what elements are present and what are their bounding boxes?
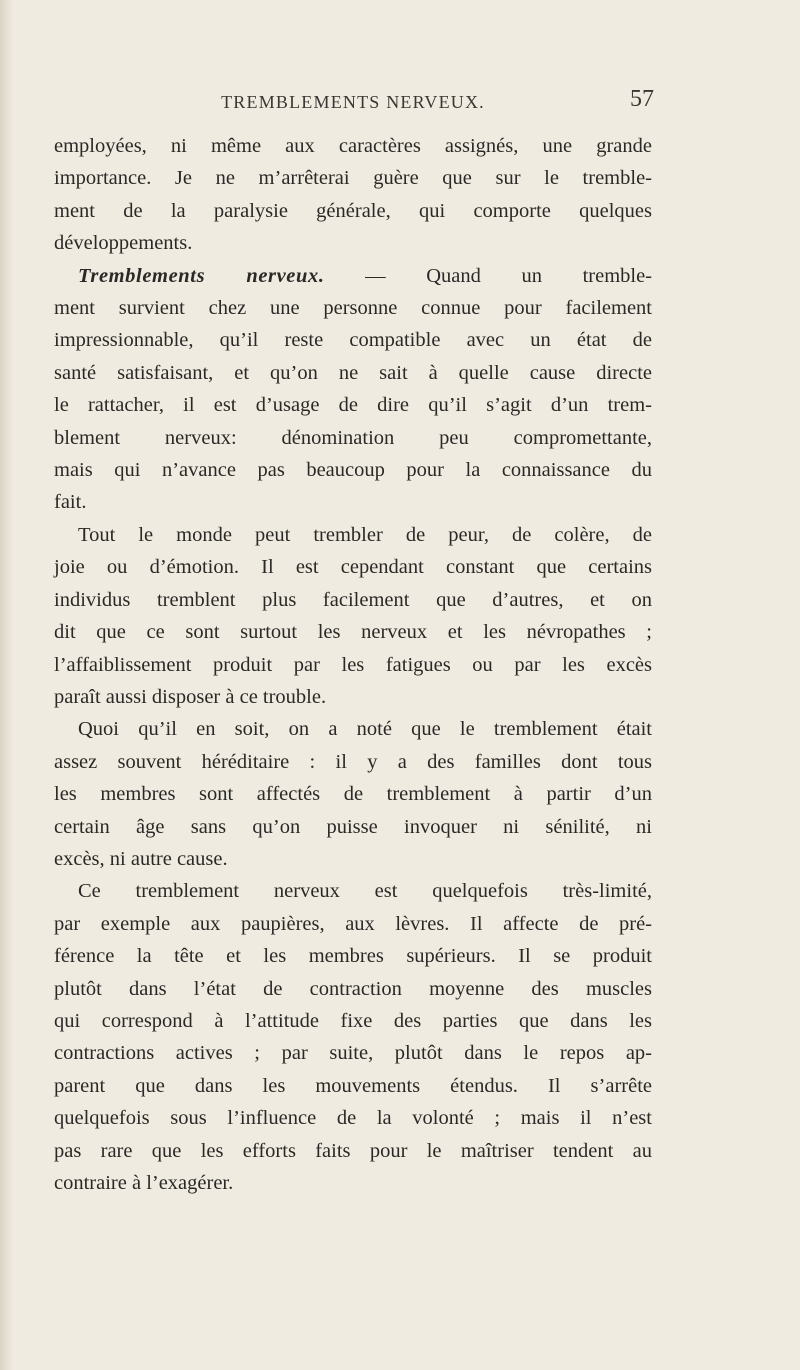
text-line: férence la tête et les membres supérieurs. Il se produit: [54, 945, 652, 968]
text-line: contractions actives ; par suite, plutôt dans le repos ap-: [54, 1042, 652, 1065]
text-line: mais qui n’avance pas beaucoup pour la connaissance du: [54, 459, 652, 482]
text-line: certain âge sans qu’on puisse invoquer ni sénilité, ni: [54, 815, 652, 838]
text-line: parent que dans les mouvements étendus. Il s’arrête: [54, 1074, 652, 1097]
text-line: quelquefois sous l’influence de la volonté ; mais il n’est: [54, 1107, 652, 1130]
text-line: par exemple aux paupières, aux lèvres. Il affecte de pré-: [54, 912, 652, 935]
section-heading-line: [54, 260, 652, 292]
section-heading: Tremblements nerveux.: [78, 264, 325, 287]
text-line: Tout le monde peut trembler de peur, de colère, de: [78, 523, 652, 546]
text-line: développements.: [54, 232, 193, 255]
text-line: importance. Je ne m’arrêterai guère que sur le tremble-: [54, 167, 652, 190]
text-line: qui correspond à l’attitude fixe des parties que dans les: [54, 1009, 652, 1032]
text-line: santé satisfaisant, et qu’on ne sait à quelle cause directe: [54, 361, 652, 384]
text-line: l’affaiblissement produit par les fatigues ou par les excès: [54, 653, 652, 676]
page-gutter-shadow: [0, 0, 14, 1370]
text-line: contraire à l’exagérer.: [54, 1172, 234, 1194]
page-number: 57: [630, 86, 654, 112]
text-line: dit que ce sont surtout les nerveux et les névropathes ;: [54, 621, 652, 644]
text-line: ment de la paralysie générale, qui comporte quelques: [54, 199, 652, 222]
text-line: individus tremblent plus facilement que d’autres, et on: [54, 588, 652, 611]
text-line: blement nerveux: dénomination peu compromettante,: [54, 426, 652, 449]
text-line: Ce tremblement nerveux est quelquefois très-limité,: [78, 880, 652, 903]
running-title: TREMBLEMENTS NERVEUX.: [221, 92, 485, 112]
text-line: les membres sont affectés de tremblement à partir d’un: [54, 783, 652, 806]
text-line: Quoi qu’il en soit, on a noté que le tremblement était: [78, 718, 652, 741]
text-line: impressionnable, qu’il reste compatible avec un état de: [54, 329, 652, 352]
text-line: paraît aussi disposer à ce trouble.: [54, 685, 327, 708]
text-line: pas rare que les efforts faits pour le maîtriser tendent au: [54, 1139, 652, 1162]
text-line: le rattacher, il est d’usage de dire qu’il s’agit d’un trem-: [54, 394, 652, 417]
running-head: [54, 86, 654, 120]
section-heading-continuation: — Quand un tremble-: [324, 264, 653, 287]
text-line: assez souvent héréditaire : il y a des familles dont tous: [54, 750, 652, 773]
text-line: ment survient chez une personne connue pour facilement: [54, 297, 652, 320]
body-text: [54, 130, 652, 1199]
text-line: employées, ni même aux caractères assignés, une grande: [54, 135, 652, 157]
text-line: excès, ni autre cause.: [54, 847, 228, 870]
text-line: plutôt dans l’état de contraction moyenne des muscles: [54, 977, 652, 1000]
text-line: joie ou d’émotion. Il est cependant constant que certains: [54, 556, 652, 579]
text-line: fait.: [54, 491, 87, 514]
